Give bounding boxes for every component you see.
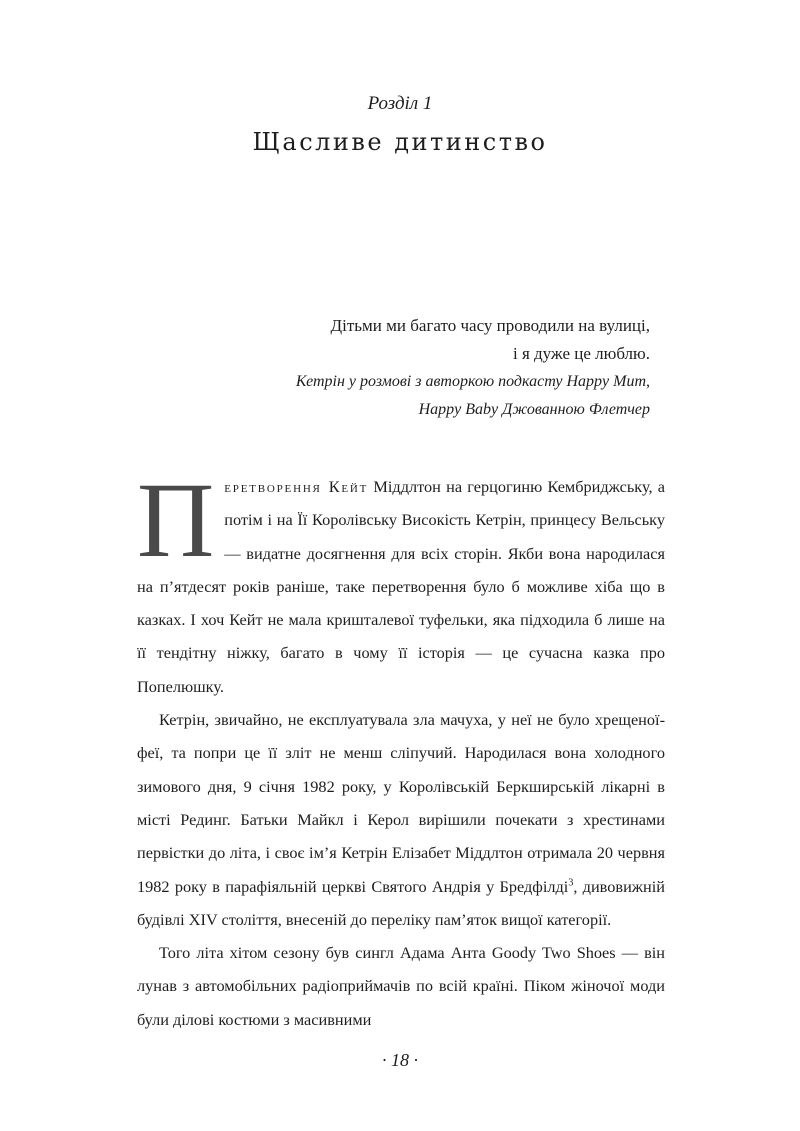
page-number: · 18 · (382, 1050, 418, 1070)
footnote-mark: 3 (568, 877, 574, 889)
chapter-title: Щасливе дитинство (252, 128, 548, 156)
paragraph-text: Міддлтон на герцогиню Кембриджську, а потім і на Її Королівську Високість Кетрін, принцесу Вельську — видатне досягнення для всіх сторін. Якби вона народилася на п’ятдесят років раніше, таке перетворення було б можливе хіба що в казках. І хоч Кейт не мала кришталевої туфельки, яка підходила б лише на її тендітну ніжку, багато в чому її історія — це сучасна казка про Попелюшку. (137, 477, 665, 696)
epigraph (150, 312, 650, 424)
paragraph-text: , дивовижній будівлі XIV століття, внесеній до переліку пам’яток вищої категорії. (137, 876, 665, 929)
body-text (137, 462, 665, 1036)
epigraph-attribution: Happy Baby Джованною Флетчер (418, 401, 650, 418)
chapter-label: Розділ 1 (367, 93, 433, 114)
drop-cap: П (137, 462, 215, 580)
epigraph-line: і я дуже це люблю. (512, 344, 650, 363)
paragraph-text: Того літа хітом сезону був сингл Адама Анта Goody Two Shoes — він лунав з автомобільних радіоприймачів по всій країні. Піком жіночої моди були ділові костюми з масивними (137, 943, 665, 1029)
epigraph-attribution: Кетрін у розмові з авторкою подкасту Happy Mum, (295, 373, 650, 390)
paragraph (137, 462, 665, 703)
paragraph (137, 936, 665, 1036)
paragraph-text: Кетрін, звичайно, не експлуатувала зла мачуха, у неї не було хрещеної-феї, та попри це її зліт не менш сліпучий. Народилася вона холодного зимового дня, 9 січня 1982 року, у Королівській Беркширській лікарні в місті Рединг. Батьки Майкл і Керол вирішили почекати з хрестинами первістки до літа, і своє ім’я Кетрін Елізабет Міддлтон отримала 20 червня 1982 року в парафіяльній церкві Святого Андрія у Бредфілді (137, 710, 665, 896)
epigraph-line: Дітьми ми багато часу проводили на вулиці, (330, 316, 650, 335)
lead-in: еретворення Кейт (224, 477, 369, 496)
paragraph (137, 703, 665, 936)
